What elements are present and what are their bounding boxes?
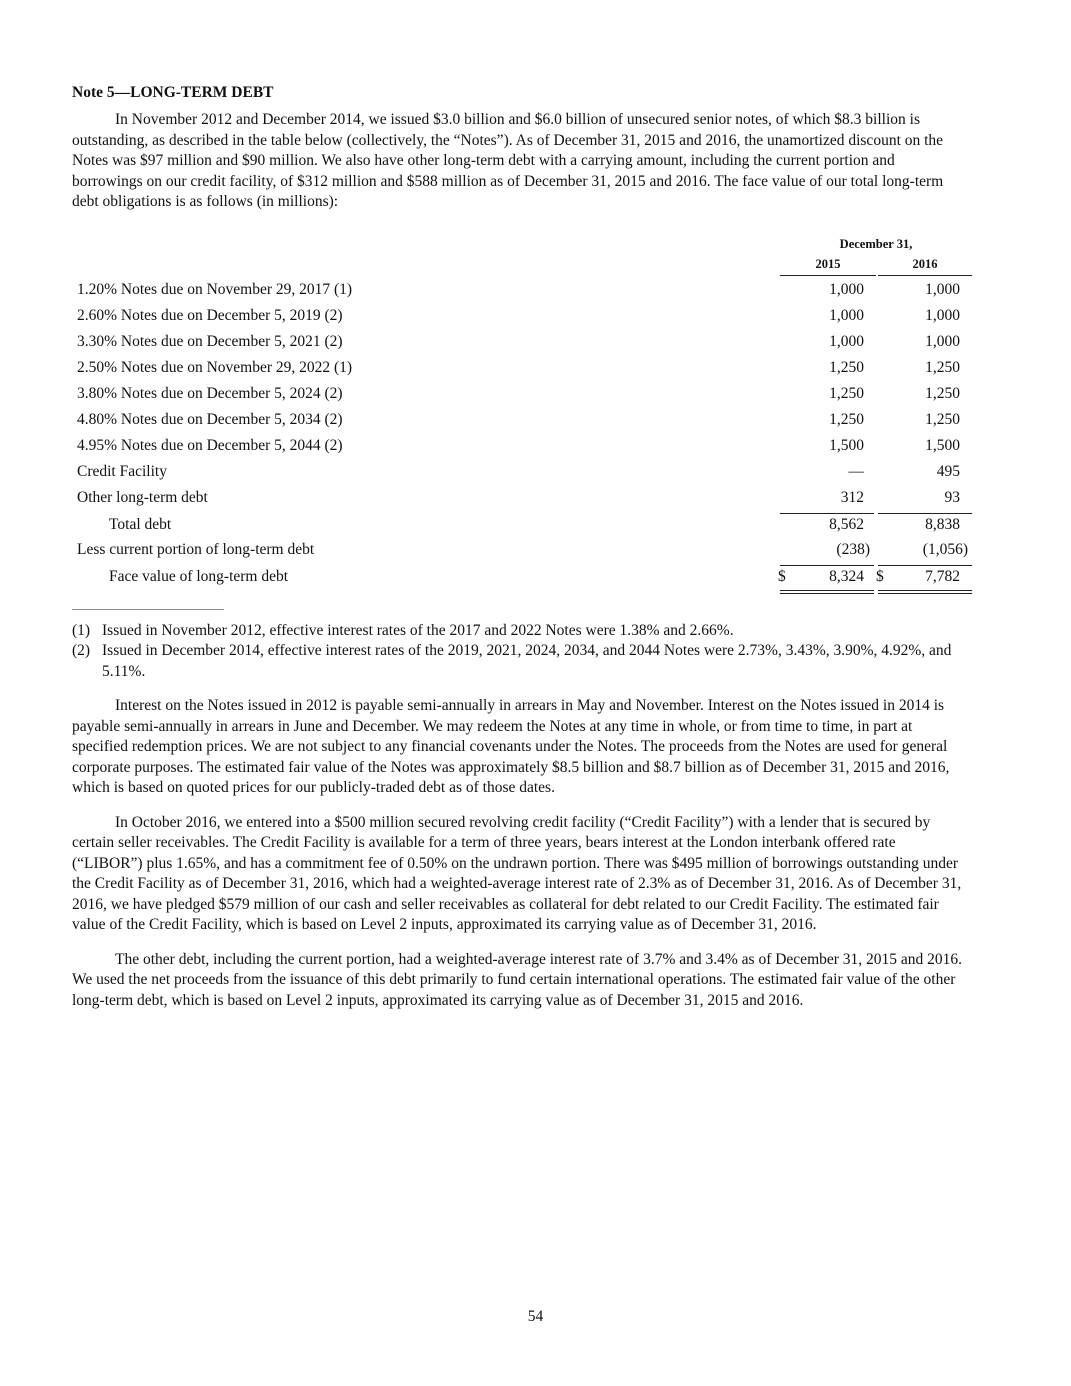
table-row — [72, 411, 972, 437]
row-label: 1.20% Notes due on November 29, 2017 (1) — [77, 280, 353, 298]
row-label: Credit Facility — [77, 462, 167, 480]
table-row — [72, 307, 972, 333]
footnote-text: Issued in December 2014, effective interest rates of the 2019, 2021, 2024, 2034, and 2044 Notes were 2.73%, 3.43%, 3.90%, 4.92%, and 5.11%. — [102, 642, 952, 680]
table-row — [72, 437, 972, 463]
value-2016: 8,838 — [925, 515, 960, 533]
subtotal-rule-2015 — [780, 513, 874, 514]
table-group-header: December 31, — [839, 236, 913, 251]
value-2015: 312 — [840, 488, 864, 506]
table-row — [72, 359, 972, 385]
debt-table — [72, 237, 967, 617]
current-portion-row — [72, 541, 972, 567]
value-2015: 8,324 — [829, 567, 864, 585]
value-2016: 495 — [936, 462, 960, 480]
table-row — [72, 385, 972, 411]
row-label: 4.80% Notes due on December 5, 2034 (2) — [77, 410, 343, 428]
row-label: Less current portion of long-term debt — [77, 540, 315, 558]
double-rule-2016 — [878, 590, 972, 594]
value-2015: 1,000 — [829, 332, 864, 350]
total-debt-row — [72, 516, 972, 542]
page-number: 54 — [527, 1308, 544, 1325]
value-2015: 1,500 — [829, 436, 864, 454]
value-2015: (238) — [836, 540, 870, 558]
table-row — [72, 489, 972, 515]
credit-facility-paragraph: In October 2016, we entered into a $500 million secured revolving credit facility (“Credit Facility”) with a lender that is secured by certain seller receivables. The Credit Facility is available for a term of three years, bears interest at the London interbank offered rate (“LIBOR”) plus 1.65%, and has a commitment fee of 0.50% on the undrawn portion. There was $495 million of borrowings outstanding under the Credit Facility as of December 31, 2016, which had a weighted-average interest rate of 2.3% as of December 31, 2016. As of December 31, 2016, we have pledged $579 million of our cash and seller receivables as collateral for debt related to our Credit Facility. The estimated fair value of the Credit Facility, which is based on Level 2 inputs, approximated its carrying value as of December 31, 2016. — [72, 813, 962, 933]
table-row — [72, 333, 972, 359]
value-2015: — — [848, 462, 864, 480]
column-header-2015: 2015 — [780, 257, 876, 276]
footnotes — [72, 621, 967, 683]
table-row — [72, 463, 972, 489]
value-2016: 1,000 — [925, 332, 960, 350]
note-heading: Note 5—LONG-TERM DEBT — [72, 84, 274, 101]
value-2015: 1,000 — [829, 280, 864, 298]
value-2016: 93 — [944, 488, 960, 506]
row-label: 3.30% Notes due on December 5, 2021 (2) — [77, 332, 343, 350]
value-2016: (1,056) — [922, 540, 968, 558]
table-row — [72, 281, 972, 307]
subtotal-rule-2016 — [878, 513, 972, 514]
value-2015: 1,250 — [829, 410, 864, 428]
column-header-2016: 2016 — [878, 257, 972, 276]
currency-symbol: $ — [778, 567, 786, 585]
intro-paragraph: In November 2012 and December 2014, we issued $3.0 billion and $6.0 billion of unsecured senior notes, of which $8.3 billion is outstanding, as described in the table below (collectively, the “Notes”). As of December 31, 2015 and 2016, the unamortized discount on the Notes was $97 million and $90 million. We also have other long-term debt with a carrying amount, including the current portion and borrowings on our credit facility, of $312 million and $588 million as of December 31, 2015 and 2016. The face value of our total long-term debt obligations is as follows (in millions): — [72, 111, 944, 210]
footnote — [72, 621, 967, 642]
footnote-separator — [72, 609, 224, 610]
row-label: 4.95% Notes due on December 5, 2044 (2) — [77, 436, 343, 454]
row-label: Total debt — [109, 515, 172, 533]
interest-paragraph: Interest on the Notes issued in 2012 is payable semi-annually in arrears in May and November. Interest on the Notes issued in 2014 is payable semi-annually in arrears in June and December. We may redeem the Notes at any time in whole, or from time to time, in part at specified redemption prices. We are not subject to any financial covenants under the Notes. The proceeds from the Notes are used for general corporate purposes. The estimated fair value of the Notes was approximately $8.5 billion and $8.7 billion as of December 31, 2015 and 2016, which is based on quoted prices for our publicly-traded debt as of those dates. — [72, 697, 950, 796]
value-2016: 1,500 — [925, 436, 960, 454]
total-rule-2016 — [878, 565, 972, 566]
currency-symbol: $ — [876, 567, 884, 585]
row-label: 3.80% Notes due on December 5, 2024 (2) — [77, 384, 343, 402]
double-rule-2015 — [780, 590, 874, 594]
footnote-mark: (2) — [72, 642, 91, 659]
value-2016: 1,250 — [925, 358, 960, 376]
row-label: Face value of long-term debt — [109, 567, 289, 585]
other-debt-paragraph: The other debt, including the current portion, had a weighted-average interest rate of 3.7% and 3.4% as of December 31, 2015 and 2016. We used the net proceeds from the issuance of this debt primarily to fund certain international operations. The estimated fair value of the other long-term debt, which is based on Level 2 inputs, approximated its carrying value as of December 31, 2015 and 2016. — [72, 950, 963, 1009]
total-rule-2015 — [780, 565, 874, 566]
row-label: Other long-term debt — [77, 488, 208, 506]
footnote — [72, 641, 967, 682]
value-2015: 1,250 — [829, 358, 864, 376]
value-2016: 7,782 — [925, 567, 960, 585]
document-page — [72, 84, 967, 1011]
value-2016: 1,250 — [925, 410, 960, 428]
value-2016: 1,000 — [925, 280, 960, 298]
footnote-text: Issued in November 2012, effective interest rates of the 2017 and 2022 Notes were 1.38% and 2.66%. — [102, 621, 734, 639]
value-2016: 1,250 — [925, 384, 960, 402]
value-2016: 1,000 — [925, 306, 960, 324]
footnote-mark: (1) — [72, 621, 91, 639]
value-2015: 8,562 — [829, 515, 864, 533]
value-2015: 1,250 — [829, 384, 864, 402]
row-label: 2.50% Notes due on November 29, 2022 (1) — [77, 358, 353, 376]
row-label: 2.60% Notes due on December 5, 2019 (2) — [77, 306, 343, 324]
value-2015: 1,000 — [829, 306, 864, 324]
